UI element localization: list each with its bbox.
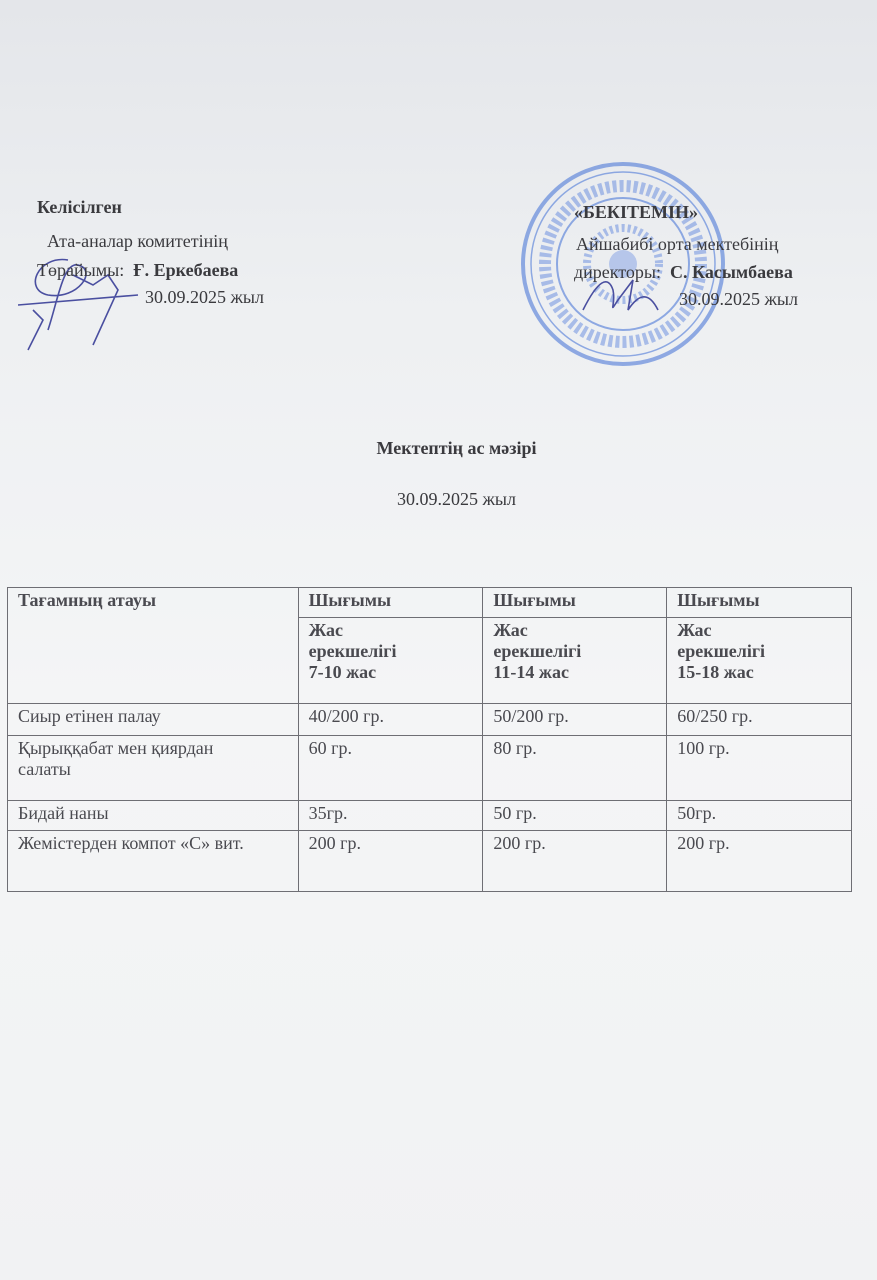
dish-name-header: Тағамның атауы [8, 588, 299, 704]
approved-heading: «БЕКІТЕМІН» [574, 202, 698, 222]
chair-label: Төрайымы: [37, 260, 125, 280]
director-label: директоры: [574, 262, 662, 282]
table-row [8, 831, 852, 892]
portion: 200 гр. [298, 831, 483, 892]
dish-name: Сиыр етінен палау [8, 704, 299, 736]
dish-name: Қырыққабат мен қиярдан салаты [8, 736, 299, 801]
output-header: Шығымы [483, 588, 667, 618]
table-row [8, 736, 852, 801]
age-group-header: Жас ерекшелігі 11-14 жас [483, 618, 667, 704]
chair-line [37, 260, 238, 281]
portion: 200 гр. [483, 831, 667, 892]
age-group-header: Жас ерекшелігі 7-10 жас [298, 618, 483, 704]
portion: 60/250 гр. [667, 704, 852, 736]
chair-name: Ғ. Еркебаева [133, 260, 239, 280]
portion: 80 гр. [483, 736, 667, 801]
age-group-header: Жас ерекшелігі 15-18 жас [667, 618, 852, 704]
right-date: 30.09.2025 жыл [679, 289, 799, 309]
page-title: Мектептің ас мәзірі [376, 438, 537, 458]
portion: 50/200 гр. [483, 704, 667, 736]
portion: 50 гр. [483, 801, 667, 831]
portion: 40/200 гр. [298, 704, 483, 736]
output-header: Шығымы [667, 588, 852, 618]
committee-line: Ата-аналар комитетінің [47, 231, 228, 251]
dish-name: Жемістерден компот «С» вит. [8, 831, 299, 892]
table-row [8, 704, 852, 736]
portion: 200 гр. [667, 831, 852, 892]
director-line [574, 262, 793, 283]
portion: 50гр. [667, 801, 852, 831]
output-header: Шығымы [298, 588, 483, 618]
portion: 35гр. [298, 801, 483, 831]
portion: 60 гр. [298, 736, 483, 801]
dish-name: Бидай наны [8, 801, 299, 831]
left-date: 30.09.2025 жыл [145, 287, 265, 307]
menu-table [7, 587, 852, 892]
director-name: С. Касымбаева [670, 262, 793, 282]
agreed-heading: Келісілген [37, 197, 122, 217]
portion: 100 гр. [667, 736, 852, 801]
menu-date: 30.09.2025 жыл [396, 489, 516, 509]
table-row [8, 801, 852, 831]
school-line: Айшабибі орта мектебінің [576, 234, 779, 254]
